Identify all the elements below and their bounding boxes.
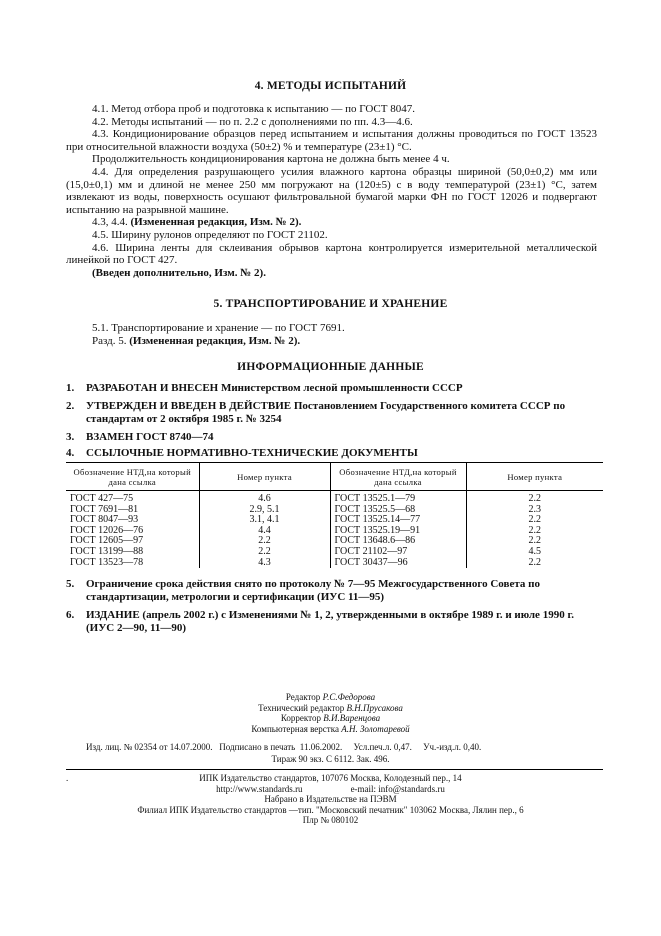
para-4-2: 4.2. Методы испытаний — по п. 2.2 с дополнениями по пп. 4.3—4.6.: [92, 115, 413, 128]
section-4-heading: 4. МЕТОДЫ ИСПЫТАНИЙ: [254, 80, 407, 92]
imprint-publication-line: Изд. лиц. № 02354 от 14.07.2000. Подписано в печать 11.06.2002. Усл.печ.л. 0,47. Уч.-изд.л. 0,40.: [86, 742, 482, 752]
imprint-divider: [66, 769, 603, 770]
section-4-body: [66, 103, 597, 279]
para-4-3: 4.3. Кондиционирование образцов перед испытанием и испытания должны проводиться по ГОСТ 13523 при относительной влажности воздуха (50±2) % и температуре (23±1) °С.: [66, 128, 597, 153]
info-heading: ИНФОРМАЦИОННЫЕ ДАННЫЕ: [237, 361, 424, 373]
table-row: ГОСТ 12605—97 2.2 ГОСТ 13648.6—86 2.2: [66, 536, 603, 547]
table-row: ГОСТ 13199—88 2.2 ГОСТ 21102—97 4.5: [66, 547, 603, 558]
section-5-body: [66, 322, 597, 347]
para-4-5: 4.5. Ширину рулонов определяют по ГОСТ 21102.: [92, 228, 328, 241]
para-4-3-4-4-amended: [66, 216, 597, 229]
para-4-4: 4.4. Для определения разрушающего усилия влажного картона образцы шириной (50,0±0,2) мм или (15,0±0,1) мм и длиной не менее 250 мм погружают на (120±5) с в воду температурой (23±1) °С, затем извлекают из воды, поверхность осушают фильтровальной бумагой марки ФН по ГОСТ 12026 и подвергают испытанию на разрывной машине.: [66, 165, 597, 216]
para-4-1: 4.1. Метод отбора проб и подготовка к испытанию — по ГОСТ 8047.: [92, 103, 415, 115]
para-4-6: 4.6. Ширина ленты для склеивания обрывов картона контролируется измерительной металлической линейкой по ГОСТ 427.: [66, 241, 597, 267]
col-header-ntd-2: Обозначение НТД,на который дана ссылка: [330, 463, 466, 491]
references-table-wrap: [66, 462, 603, 568]
amended-note: (Измененная редакция, Изм. № 2).: [130, 216, 302, 229]
editor-line: Редактор Р.С.Федорова: [285, 692, 376, 702]
imprint-publisher: ИПК Издательство стандартов, 107076 Москва, Колодезный пер., 14 http://www.standards.ru e-mail: info@standards.ru Набрано в Издательстве на ПЭВМ Филиал ИПК Издательство стандартов —тип. "Московский печатник" 103062 Москва, Лялин пер., 6 Плр № 080102: [0, 773, 661, 826]
info-item-1: 1. РАЗРАБОТАН И ВНЕСЕН Министерством лесной промышленности СССР: [66, 382, 463, 394]
section-5-heading: 5. ТРАНСПОРТИРОВАНИЕ И ХРАНЕНИЕ: [213, 298, 448, 310]
imprint-contacts: http://www.standards.ru e-mail: info@standards.ru: [216, 783, 445, 794]
info-item-2: 2. УТВЕРЖДЕН И ВВЕДЕН В ДЕЙСТВИЕ Постановлением Государственного комитета СССР по стандартам от 2 октября 1985 г. № 3254: [66, 400, 566, 425]
layout-line: Компьютерная верстка А.Н. Золотаревой: [251, 723, 410, 734]
table-row: ГОСТ 12026—76 4.4 ГОСТ 13525.19—91 2.2: [66, 526, 603, 537]
amended-ref: 4.3, 4.4.: [92, 216, 131, 229]
col-header-ntd-1: Обозначение НТД,на который дана ссылка: [66, 463, 199, 491]
references-table-body: [66, 491, 603, 569]
col-header-item-1: Номер пункта: [199, 463, 330, 491]
proofreader-line: Корректор В.И.Варенцова: [280, 713, 381, 724]
info-item-4: 4. ССЫЛОЧНЫЕ НОРМАТИВНО-ТЕХНИЧЕСКИЕ ДОКУМЕНТЫ: [66, 447, 418, 459]
section-5-note: (Измененная редакция, Изм. № 2).: [129, 334, 301, 347]
info-item-5: 5. Ограничение срока действия снято по протоколу № 7—95 Межгосударственного Совета по стандартизации, метрологии и сертификации (ИУС 11—95): [66, 578, 540, 603]
para-4-6-note: (Введен дополнительно, Изм. № 2).: [92, 266, 266, 279]
section-5-ref: Разд. 5.: [92, 334, 130, 347]
para-4-3-duration: Продолжительность кондиционирования картона не должна быть менее 4 ч.: [92, 153, 450, 166]
info-item-6: 6. ИЗДАНИЕ (апрель 2002 г.) с Изменениями № 1, 2, утвержденными в октябре 1989 г. и июле 1990 г. (ИУС 2—90, 11—90): [66, 609, 574, 634]
col-header-item-2: Номер пункта: [466, 463, 603, 491]
info-item-3: 3. ВЗАМЕН ГОСТ 8740—74: [66, 431, 214, 443]
imprint-editors: [0, 692, 661, 734]
para-5-amended: [66, 335, 597, 348]
imprint-print-run: Тираж 90 экз. С 6112. Зак. 496.: [271, 754, 390, 764]
table-row: ГОСТ 13523—78 4.3 ГОСТ 30437—96 2.2: [66, 558, 603, 569]
table-row: ГОСТ 7691—81 2.9, 5.1 ГОСТ 13525.5—68 2.3: [66, 505, 603, 516]
table-row: ГОСТ 427—75 4.6 ГОСТ 13525.1—79 2.2: [66, 491, 603, 505]
table-row: ГОСТ 8047—93 3.1, 4.1 ГОСТ 13525.14—77 2.2: [66, 515, 603, 526]
tech-editor-line: Технический редактор В.Н.Прусакова: [258, 702, 403, 713]
imprint-dot: .: [66, 773, 69, 783]
references-table: [66, 462, 603, 568]
para-5-1: 5.1. Транспортирование и хранение — по ГОСТ 7691.: [92, 322, 345, 334]
